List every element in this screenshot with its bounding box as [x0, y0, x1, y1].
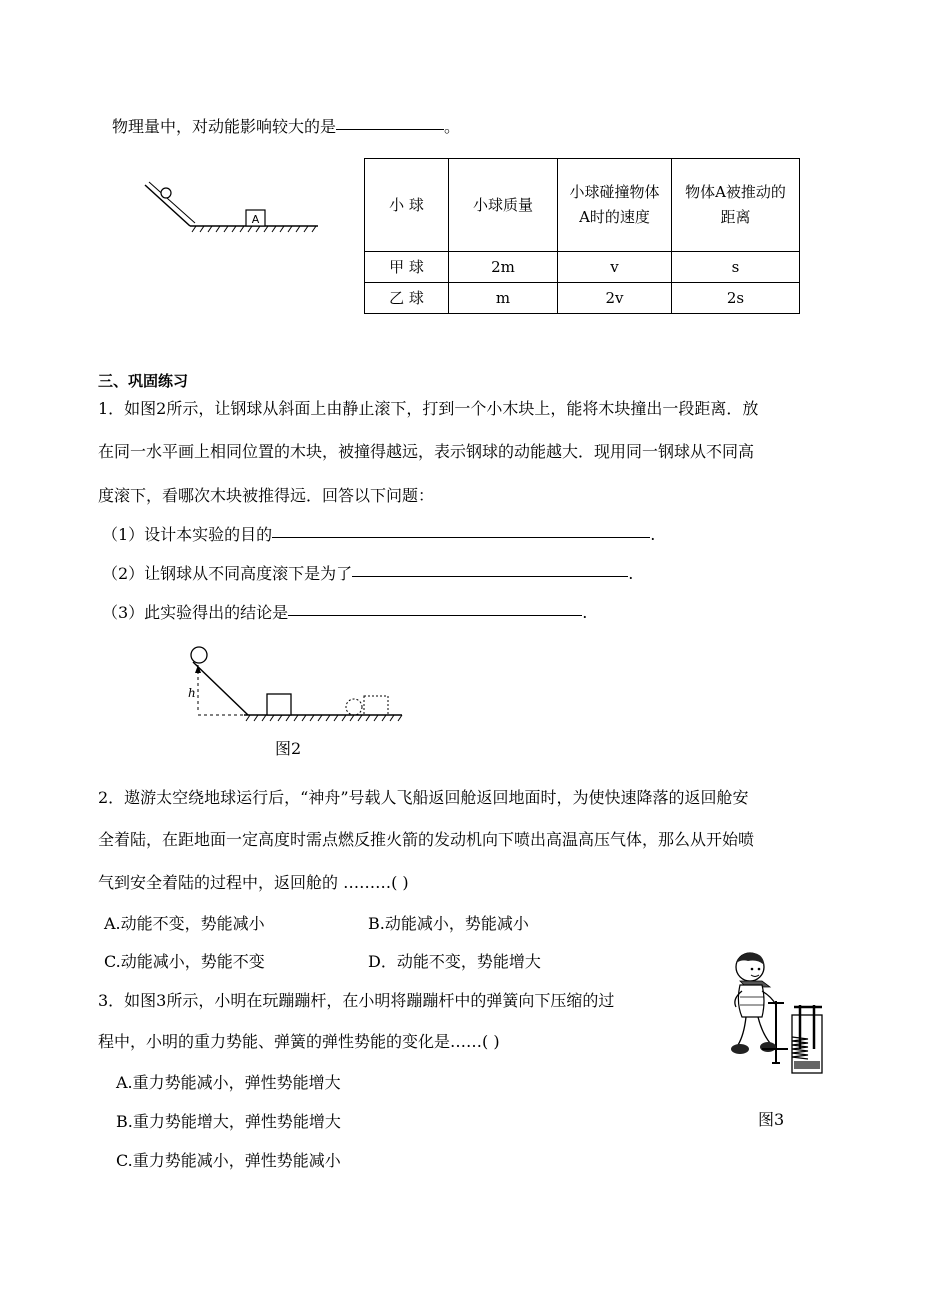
intro-blank — [336, 113, 444, 130]
intro-end: 。 — [444, 117, 461, 136]
figure-3-caption: 图3 — [758, 1110, 785, 1129]
q2-option-c[interactable]: C.动能减小，势能不变 — [104, 952, 265, 971]
q2-option-d[interactable]: D．动能不变，势能增大 — [368, 952, 541, 971]
ball-icon — [161, 188, 171, 198]
table-cell: s — [672, 252, 800, 283]
q2-line-1: 2．遨游太空绕地球运行后，“神舟”号载人飞船返回舱返回地面时，为使快速降落的返回舱安 — [98, 788, 749, 807]
table-cell: 2v — [558, 283, 672, 314]
figure-3-pogo-illustration — [718, 945, 833, 1080]
h-label: h — [188, 686, 196, 700]
q3-option-b[interactable]: B.重力势能增大，弹性势能增大 — [116, 1112, 341, 1131]
q1-sub-2: （2）让钢球从不同高度滚下是为了 . — [102, 562, 633, 585]
q1-sub-1: （1）设计本实验的目的 . — [102, 523, 655, 546]
intro-line — [112, 115, 460, 138]
block-a-label: A — [251, 213, 260, 226]
steel-ball-icon — [191, 647, 207, 663]
table-cell: 2m — [449, 252, 558, 283]
table-header-cell: 小球碰撞物体A时的速度 — [558, 159, 672, 252]
q2-line-3: 气到安全着陆的过程中，返回舱的 ………( ) — [98, 873, 409, 892]
table-header-cell: 物体A被推动的距离 — [672, 159, 800, 252]
q2-option-a[interactable]: A.动能不变，势能减小 — [104, 914, 265, 933]
incline-figure-small — [140, 180, 320, 250]
intro-text: 物理量中，对动能影响较大的是 — [112, 117, 337, 136]
table-row — [365, 252, 800, 283]
q1-line-1: 1．如图2所示，让钢球从斜面上由静止滚下，打到一个小木块上，能将木块撞出一段距离．放 — [98, 399, 759, 418]
q3-option-c[interactable]: C.重力势能减小，弹性势能减小 — [116, 1151, 341, 1170]
table-row — [365, 283, 800, 314]
q3-line-1: 3．如图3所示，小明在玩蹦蹦杆，在小明将蹦蹦杆中的弹簧向下压缩的过 — [98, 991, 615, 1010]
table-header-cell: 小球质量 — [449, 159, 558, 252]
q1-line-2: 在同一水平画上相同位置的木块，被撞得越远，表示钢球的动能越大．现用同一钢球从不同高 — [98, 442, 755, 461]
table-cell: 2s — [672, 283, 800, 314]
answer-blank[interactable] — [288, 599, 582, 616]
section-title: 三、巩固练习 — [98, 372, 189, 390]
q1-sub-3: （3）此实验得出的结论是 . — [102, 601, 587, 624]
q1-line-3: 度滚下，看哪次木块被推得远．回答以下问题： — [98, 486, 435, 505]
q2-option-b[interactable]: B.动能减小，势能减小 — [368, 914, 529, 933]
data-table — [364, 158, 800, 314]
q3-line-2: 程中，小明的重力势能、弹簧的弹性势能的变化是……( ) — [98, 1032, 500, 1051]
table-cell: v — [558, 252, 672, 283]
figure-2-diagram — [184, 645, 414, 725]
q2-line-2: 全着陆，在距地面一定高度时需点燃反推火箭的发动机向下喷出高温高压气体，那么从开始喷 — [98, 830, 755, 849]
wood-block-icon — [267, 694, 291, 715]
table-cell: m — [449, 283, 558, 314]
table-cell: 甲 球 — [365, 252, 449, 283]
table-header-row — [365, 159, 800, 252]
q3-option-a[interactable]: A.重力势能减小，弹性势能增大 — [116, 1073, 341, 1092]
table-header-cell: 小 球 — [365, 159, 449, 252]
answer-blank[interactable] — [352, 560, 628, 577]
table-cell: 乙 球 — [365, 283, 449, 314]
figure-2-caption: 图2 — [275, 739, 302, 758]
answer-blank[interactable] — [272, 521, 650, 538]
